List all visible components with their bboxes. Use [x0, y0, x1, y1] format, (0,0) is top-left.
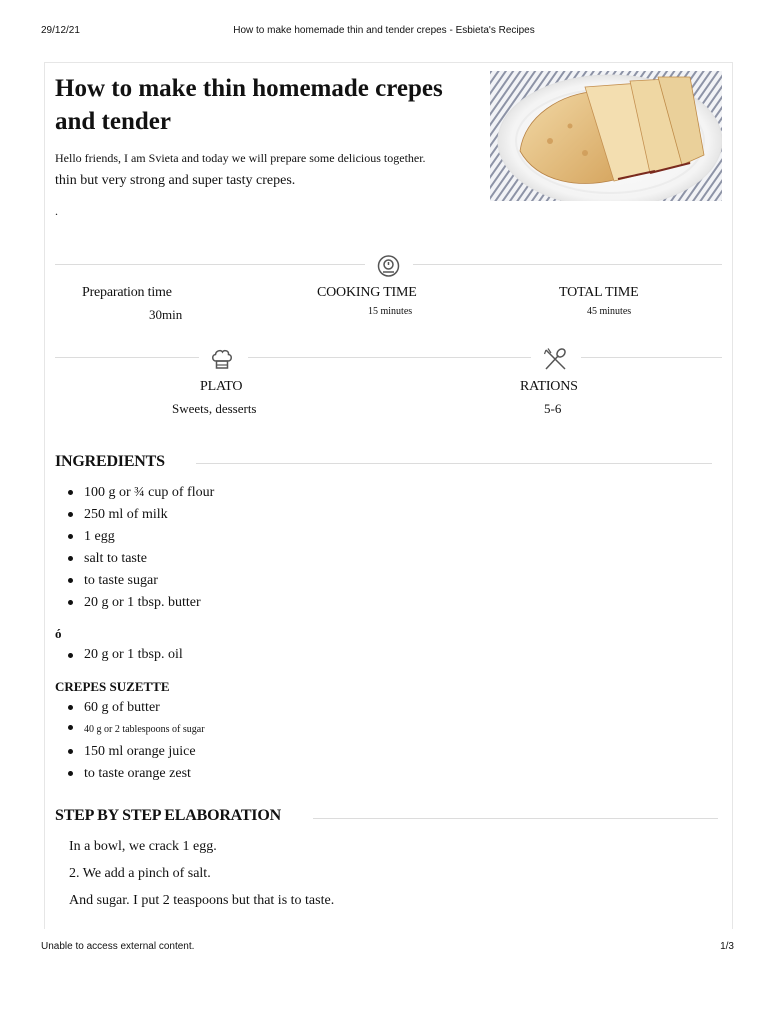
step-text: 2. We add a pinch of salt.	[69, 866, 211, 881]
intro-text: Hello friends, I am Svieta and today we will prepare some delicious together.	[55, 151, 426, 165]
print-header	[0, 25, 768, 39]
print-footer-note: Unable to access external content.	[41, 941, 195, 952]
steps-heading: STEP BY STEP ELABORATION	[55, 807, 281, 824]
step-text: In a bowl, we crack 1 egg.	[69, 839, 217, 854]
cook-time-label: COOKING TIME	[317, 285, 417, 300]
divider	[55, 264, 365, 265]
list-item: 40 g or 2 tablespoons of sugar	[55, 719, 205, 741]
divider	[581, 357, 722, 358]
intro-dot: .	[55, 204, 58, 218]
alternative-label: ó	[55, 626, 62, 641]
divider	[55, 357, 199, 358]
rations-label: RATIONS	[520, 379, 578, 394]
ingredients-list	[55, 482, 214, 614]
list-item: 20 g or 1 tbsp. butter	[55, 592, 214, 614]
chef-hat-icon	[210, 347, 234, 371]
stopwatch-icon	[377, 254, 400, 278]
list-item: salt to taste	[55, 548, 214, 570]
total-time-value: 45 minutes	[587, 306, 632, 317]
divider	[313, 818, 718, 819]
rations-value: 5-6	[544, 401, 562, 416]
list-item: 1 egg	[55, 526, 214, 548]
alternative-list	[55, 645, 183, 665]
cook-time-value: 15 minutes	[368, 306, 413, 317]
plate-label: PLATO	[200, 379, 243, 394]
print-date: 29/12/21	[41, 25, 80, 36]
prep-time-label: Preparation time	[82, 285, 172, 300]
list-item: 60 g of butter	[55, 697, 205, 719]
ingredients-heading: INGREDIENTS	[55, 453, 165, 470]
list-item: to taste orange zest	[55, 763, 205, 785]
crepes-photo	[490, 71, 722, 201]
prep-time-value: 30min	[149, 307, 183, 322]
list-item: to taste sugar	[55, 570, 214, 592]
divider	[413, 264, 722, 265]
divider	[196, 463, 712, 464]
print-footer	[0, 941, 768, 955]
fork-spoon-icon	[543, 347, 568, 372]
suzette-list	[55, 697, 205, 785]
print-page-title: How to make homemade thin and tender crepes - Esbieta's Recipes	[233, 25, 535, 36]
divider	[248, 357, 531, 358]
suzette-heading: CREPES SUZETTE	[55, 679, 170, 694]
list-item: 150 ml orange juice	[55, 741, 205, 763]
page-number: 1/3	[720, 941, 734, 952]
plate-value: Sweets, desserts	[172, 401, 257, 416]
list-item: 100 g or ¾ cup of flour	[55, 482, 214, 504]
list-item: 20 g or 1 tbsp. oil	[55, 645, 183, 665]
recipe-title: How to make thin homemade crepes and tender	[55, 75, 443, 135]
list-item: 250 ml of milk	[55, 504, 214, 526]
total-time-label: TOTAL TIME	[559, 285, 639, 300]
step-text: And sugar. I put 2 teaspoons but that is to taste.	[69, 893, 335, 908]
intro-text-continued: thin but very strong and super tasty crepes.	[55, 173, 296, 188]
